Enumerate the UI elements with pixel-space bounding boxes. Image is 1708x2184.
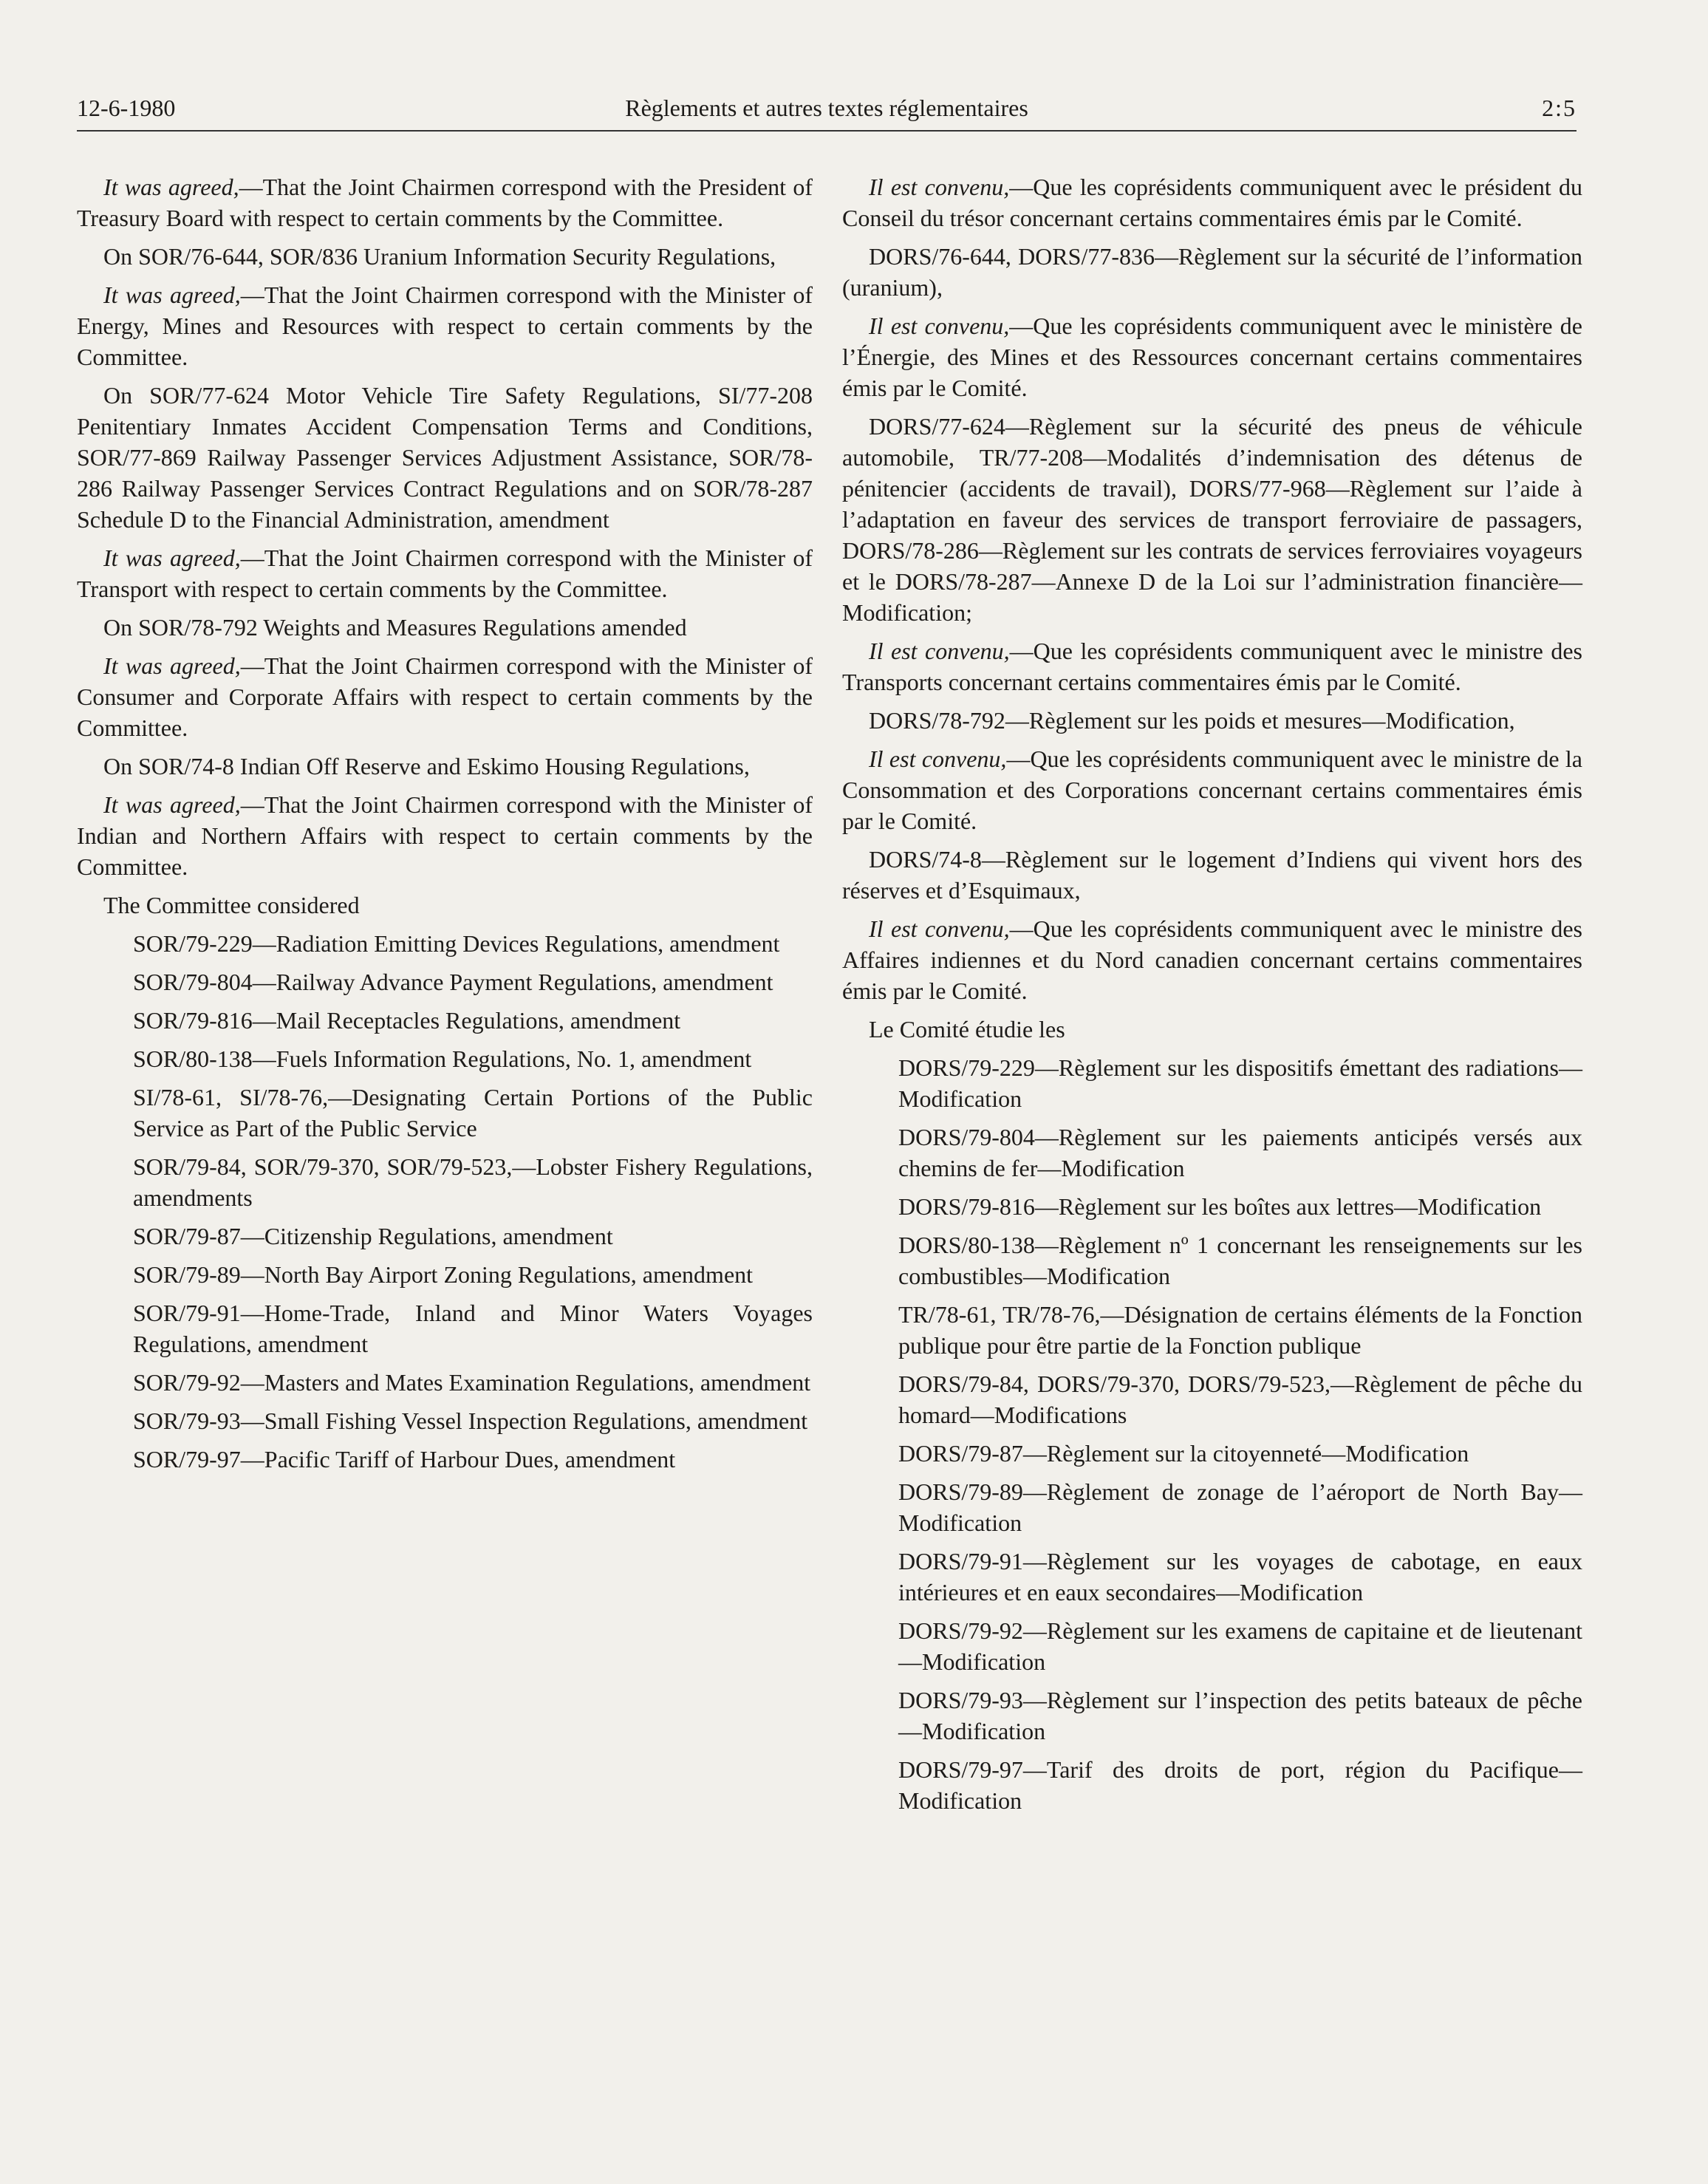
regulation-item: DORS/79-87—Règlement sur la citoyenneté—Modification — [898, 1440, 1469, 1467]
agreed-paragraph — [842, 635, 1582, 697]
agreed-text: —That the Joint Chairmen correspond with the Minister of Transport with respect to certain comments by the Committee. — [77, 545, 813, 602]
regulation-item: SOR/79-93—Small Fishing Vessel Inspection Regulations, amendment — [133, 1407, 808, 1434]
regulation-item: DORS/80-138—Règlement nº 1 concernant les renseignements sur les combustibles—Modification — [898, 1232, 1582, 1289]
regulation-item: SOR/79-91—Home-Trade, Inland and Minor Waters Voyages Regulations, amendment — [133, 1300, 813, 1357]
page-header — [77, 95, 1577, 139]
agreed-paragraph — [842, 913, 1582, 1006]
agreed-phrase: Il est convenu, — [869, 915, 1010, 942]
regulation-item: DORS/79-92—Règlement sur les examens de capitaine et de lieutenant—Modification — [898, 1617, 1582, 1675]
french-column — [842, 171, 1582, 1823]
regulation-item: SOR/79-229—Radiation Emitting Devices Regulations, amendment — [133, 930, 780, 957]
regulation-item: SI/78-61, SI/78-76,—Designating Certain Portions of the Public Service as Part of the Public Service — [133, 1084, 813, 1142]
regulation-item: DORS/79-97—Tarif des droits de port, région du Pacifique—Modification — [898, 1756, 1582, 1814]
agreed-text: —That the Joint Chairmen correspond with the President of Treasury Board with respect to certain comments by the Committee. — [77, 174, 813, 231]
regulation-item: DORS/79-816—Règlement sur les boîtes aux lettres—Modification — [898, 1193, 1542, 1220]
regulation-item: SOR/79-816—Mail Receptacles Regulations, amendment — [133, 1007, 681, 1034]
regulation-item: SOR/80-138—Fuels Information Regulations, No. 1, amendment — [133, 1045, 752, 1072]
paragraph: DORS/76-644, DORS/77-836—Règlement sur la sécurité de l’information (uranium), — [842, 243, 1582, 301]
regulation-item: SOR/79-97—Pacific Tariff of Harbour Dues, amendment — [133, 1446, 676, 1473]
agreed-phrase: It was agreed, — [103, 174, 239, 200]
agreed-paragraph — [842, 171, 1582, 233]
agreed-paragraph — [842, 310, 1582, 403]
agreed-text: —Que les coprésidents communiquent avec le ministère de l’Énergie, des Mines et des Ressources concernant certains commentaires émis par le Comité. — [842, 313, 1582, 401]
agreed-text: —That the Joint Chairmen correspond with the Minister of Indian and Northern Affairs with respect to certain comments by the Committee. — [77, 791, 813, 880]
agreed-phrase: It was agreed, — [103, 652, 241, 679]
agreed-paragraph — [77, 789, 813, 882]
regulation-item: TR/78-61, TR/78-76,—Désignation de certains éléments de la Fonction publique pour être partie de la Fonction publique — [898, 1301, 1582, 1359]
english-column — [77, 171, 813, 1482]
paragraph: On SOR/77-624 Motor Vehicle Tire Safety Regulations, SI/77-208 Penitentiary Inmates Accident Compensation Terms and Conditions, SOR/77-869 Railway Passenger Services Adjustment Assistance, SOR/78-286 Railway Passenger Services Contract Regulations and on SOR/78-287 Schedule D to the Financial Administration, amendment — [77, 382, 813, 533]
header-rule — [77, 130, 1577, 132]
agreed-paragraph — [77, 542, 813, 604]
regulation-item: DORS/79-229—Règlement sur les dispositifs émettant des radiations—Modification — [898, 1054, 1582, 1112]
paragraph: The Committee considered — [103, 892, 360, 918]
paragraph: On SOR/74-8 Indian Off Reserve and Eskimo Housing Regulations, — [103, 753, 750, 779]
agreed-paragraph — [77, 171, 813, 233]
header-date: 12-6-1980 — [77, 95, 176, 121]
regulation-item: DORS/79-91—Règlement sur les voyages de cabotage, en eaux intérieures et en eaux secondaires—Modification — [898, 1548, 1582, 1605]
regulation-item: DORS/79-84, DORS/79-370, DORS/79-523,—Règlement de pêche du homard—Modifications — [898, 1371, 1582, 1428]
agreed-text: —That the Joint Chairmen correspond with the Minister of Energy, Mines and Resources with respect to certain comments by the Committee. — [77, 281, 813, 370]
paragraph: Le Comité étudie les — [869, 1016, 1065, 1042]
agreed-phrase: It was agreed, — [103, 545, 241, 571]
paragraph: DORS/74-8—Règlement sur le logement d’Indiens qui vivent hors des réserves et d’Esquimaux, — [842, 846, 1582, 904]
regulation-item: SOR/79-84, SOR/79-370, SOR/79-523,—Lobster Fishery Regulations, amendments — [133, 1153, 813, 1211]
paragraph: On SOR/76-644, SOR/836 Uranium Information Security Regulations, — [103, 243, 776, 270]
agreed-text: —Que les coprésidents communiquent avec le ministre des Affaires indiennes et du Nord canadien concernant certains commentaires émis par le Comité. — [842, 915, 1583, 1004]
regulation-item: SOR/79-92—Masters and Mates Examination Regulations, amendment — [133, 1369, 811, 1396]
header-title: Règlements et autres textes réglementaires — [625, 95, 1028, 121]
regulation-item: DORS/79-89—Règlement de zonage de l’aéroport de North Bay—Modification — [898, 1478, 1582, 1536]
agreed-text: —Que les coprésidents communiquent avec le ministre de la Consommation et des Corporations concernant certains commentaires émis par le Comité. — [842, 745, 1583, 834]
agreed-phrase: Il est convenu, — [869, 174, 1010, 200]
paragraph: DORS/77-624—Règlement sur la sécurité des pneus de véhicule automobile, TR/77-208—Modalités d’indemnisation des détenus de pénitencier (accidents de travail), DORS/77-968—Règlement sur l’aide à l’adaptation en faveur des services de transport ferroviaire de passagers, DORS/78-286—Règlement sur les contrats de services ferroviaires voyageurs et le DORS/78-287—Annexe D de la Loi sur l’administration financière—Modification; — [842, 413, 1582, 626]
regulation-item: DORS/79-93—Règlement sur l’inspection des petits bateaux de pêche—Modification — [898, 1687, 1582, 1744]
agreed-text: —Que les coprésidents communiquent avec le président du Conseil du trésor concernant certains commentaires émis par le Comité. — [842, 174, 1583, 231]
agreed-phrase: It was agreed, — [103, 281, 241, 308]
agreed-phrase: Il est convenu, — [869, 638, 1010, 664]
header-page-number: 2:5 — [1542, 95, 1577, 121]
agreed-phrase: It was agreed, — [103, 791, 241, 818]
agreed-text: —Que les coprésidents communiquent avec le ministre des Transports concernant certains commentaires émis par le Comité. — [842, 638, 1583, 695]
paragraph: DORS/78-792—Règlement sur les poids et mesures—Modification, — [869, 707, 1515, 734]
paragraph: On SOR/78-792 Weights and Measures Regulations amended — [103, 614, 687, 641]
agreed-paragraph — [842, 743, 1582, 836]
regulation-item: SOR/79-804—Railway Advance Payment Regulations, amendment — [133, 969, 773, 995]
regulation-item: SOR/79-87—Citizenship Regulations, amendment — [133, 1223, 613, 1249]
regulation-item: DORS/79-804—Règlement sur les paiements anticipés versés aux chemins de fer—Modification — [898, 1124, 1582, 1181]
agreed-text: —That the Joint Chairmen correspond with the Minister of Consumer and Corporate Affairs with respect to certain comments by the Committee. — [77, 652, 813, 741]
agreed-phrase: Il est convenu, — [869, 313, 1010, 339]
agreed-phrase: Il est convenu, — [869, 745, 1007, 772]
agreed-paragraph — [77, 650, 813, 743]
agreed-paragraph — [77, 279, 813, 372]
regulation-item: SOR/79-89—North Bay Airport Zoning Regulations, amendment — [133, 1261, 754, 1288]
